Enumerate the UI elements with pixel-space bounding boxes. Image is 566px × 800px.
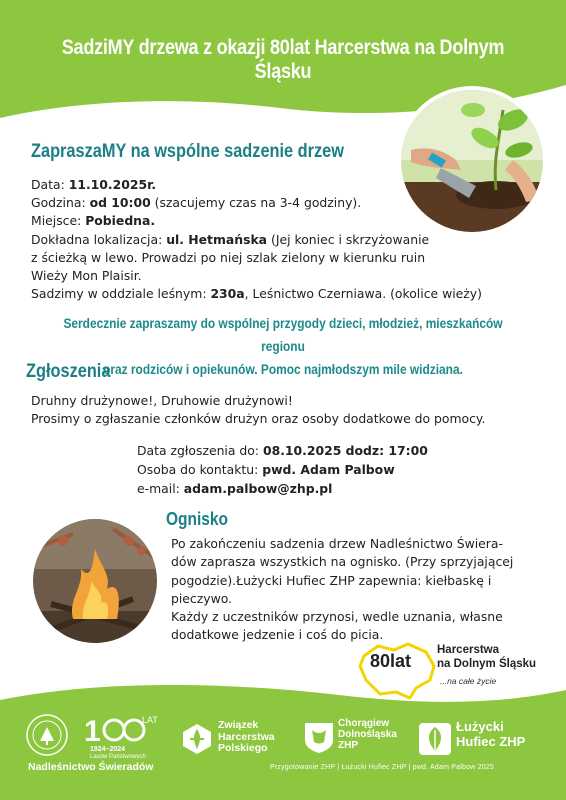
place-value: Pobiedna. bbox=[85, 213, 156, 229]
badge-tagline: ...na całe życie bbox=[440, 676, 497, 686]
time-value: od 10:00 bbox=[89, 195, 151, 211]
bonfire-line-6: dodatkowe jedzenie i coś do picia. bbox=[171, 627, 384, 643]
anniversary-100-logo-icon bbox=[82, 711, 162, 759]
plot-value: 230a bbox=[210, 286, 245, 302]
invitation-line-1: Serdecznie zapraszamy do wspólnej przygody dzieci, młodzież, mieszkańców regionu bbox=[63, 316, 503, 355]
place-line: Miejsce: Pobiedna. bbox=[31, 213, 156, 229]
zhp-line-3: Polskiego bbox=[218, 742, 268, 754]
bonfire-line-1: Po zakończeniu sadzenia drzew Nadleśnictwo Świera- bbox=[171, 536, 503, 551]
registration-contact bbox=[137, 442, 537, 498]
page-title: SadziMY drzewa z okazji 80lat Harcerstwa na Dolnym Śląsku bbox=[61, 36, 505, 83]
badge-line-1: Harcerstwa bbox=[437, 644, 500, 656]
bonfire-line-4: pieczywo. bbox=[171, 590, 233, 606]
choragiew-line-2: Dolnośląska bbox=[338, 729, 397, 740]
bonfire-line-2: dów zaprasza wszystkich na ognisko. (Przy sprzyjającej bbox=[171, 554, 514, 570]
date-value: 11.10.2025r. bbox=[68, 177, 157, 192]
zhp-lily-icon bbox=[180, 722, 214, 756]
anniversary-digit: 1 bbox=[84, 715, 101, 748]
invitation-text bbox=[45, 313, 520, 382]
forest-district-name: Nadleśnictwo Świeradów bbox=[28, 761, 154, 773]
badge-line-2: na Dolnym Śląsku bbox=[437, 658, 537, 670]
bonfire-heading: Ognisko bbox=[166, 509, 228, 529]
zhp-name bbox=[218, 720, 298, 755]
credit-line: Przygotowanie ZHP | Łużucki Hufiec ZHP | pwd. Adam Palbow 2025 bbox=[270, 764, 494, 771]
registration-heading: Zgłoszenia bbox=[26, 361, 111, 382]
registration-line-2: Prosimy o zgłaszanie członków drużyn oraz osoby dodatkowe do pomocy. bbox=[31, 411, 486, 427]
bonfire-text bbox=[171, 535, 541, 645]
plot-line: Sadzimy w oddziale leśnym: 230a, Leśnictwo Czerniawa. (okolice wieży) bbox=[31, 286, 482, 302]
deadline-line: Data zgłoszenia do: 08.10.2025 dodz: 17:00 bbox=[137, 443, 428, 458]
contact-line: Osoba do kontaktu: pwd. Adam Palbow bbox=[137, 461, 395, 477]
event-details bbox=[31, 176, 551, 303]
forest-district-logo-icon bbox=[25, 713, 69, 757]
location-line-2: z ścieżką w lewo. Prowadzi po niej szlak zielony w kierunku ruin bbox=[31, 249, 426, 265]
hufiec-name bbox=[456, 720, 546, 749]
hufiec-leaf-icon bbox=[418, 722, 452, 756]
location-value: ul. Hetmańska bbox=[166, 231, 268, 247]
location-line-3: Wieży Mon Plaisir. bbox=[31, 268, 142, 284]
choragiew-line-3: ZHP bbox=[338, 740, 358, 751]
hufiec-line-1: Łużycki bbox=[456, 719, 504, 734]
invite-heading: ZapraszaMY na wspólne sadzenie drzew bbox=[31, 141, 344, 162]
choragiew-name bbox=[338, 718, 418, 751]
anniversary-years: 1924–2024 bbox=[90, 746, 126, 753]
registration-line-1: Druhny drużynowe!, Druhowie drużynowi! bbox=[31, 393, 293, 408]
campfire-photo bbox=[33, 519, 157, 643]
invitation-line-2: oraz rodziców i opiekunów. Pomoc najmłodszym mile widziana. bbox=[103, 362, 463, 378]
choragiew-logo-icon bbox=[302, 720, 336, 754]
contact-value: pwd. Adam Palbow bbox=[262, 461, 395, 477]
anniversary-lat: LAT bbox=[142, 715, 158, 725]
bonfire-line-3: pogodzie).Łużycki Hufiec ZHP zapewnia: kiełbaskę i bbox=[171, 572, 492, 588]
bonfire-line-5: Każdy z uczestników przynosi, wedle uznania, własne bbox=[171, 609, 503, 625]
email-line: e-mail: adam.palbow@zhp.pl bbox=[137, 480, 333, 496]
email-link[interactable]: adam.palbow@zhp.pl bbox=[183, 480, 333, 496]
zhp-line-2: Harcerstwa bbox=[218, 730, 275, 743]
zhp-line-1: Związek bbox=[218, 719, 259, 731]
badge-number: 80lat bbox=[370, 651, 412, 671]
location-line: Dokładna lokalizacja: ul. Hetmańska (Jej koniec i skrzyżowanie bbox=[31, 231, 430, 247]
registration-text bbox=[31, 392, 551, 428]
choragiew-line-1: Chorągiew bbox=[338, 718, 390, 729]
deadline-value: 08.10.2025 dodz: 17:00 bbox=[262, 443, 428, 458]
hufiec-line-2: Hufiec ZHP bbox=[456, 733, 526, 749]
time-line: Godzina: od 10:00 (szacujemy czas na 3-4 godziny). bbox=[31, 195, 362, 211]
anniversary-org: Lasów Państwowych bbox=[90, 754, 146, 759]
date-line: Data: 11.10.2025r. bbox=[31, 177, 157, 192]
